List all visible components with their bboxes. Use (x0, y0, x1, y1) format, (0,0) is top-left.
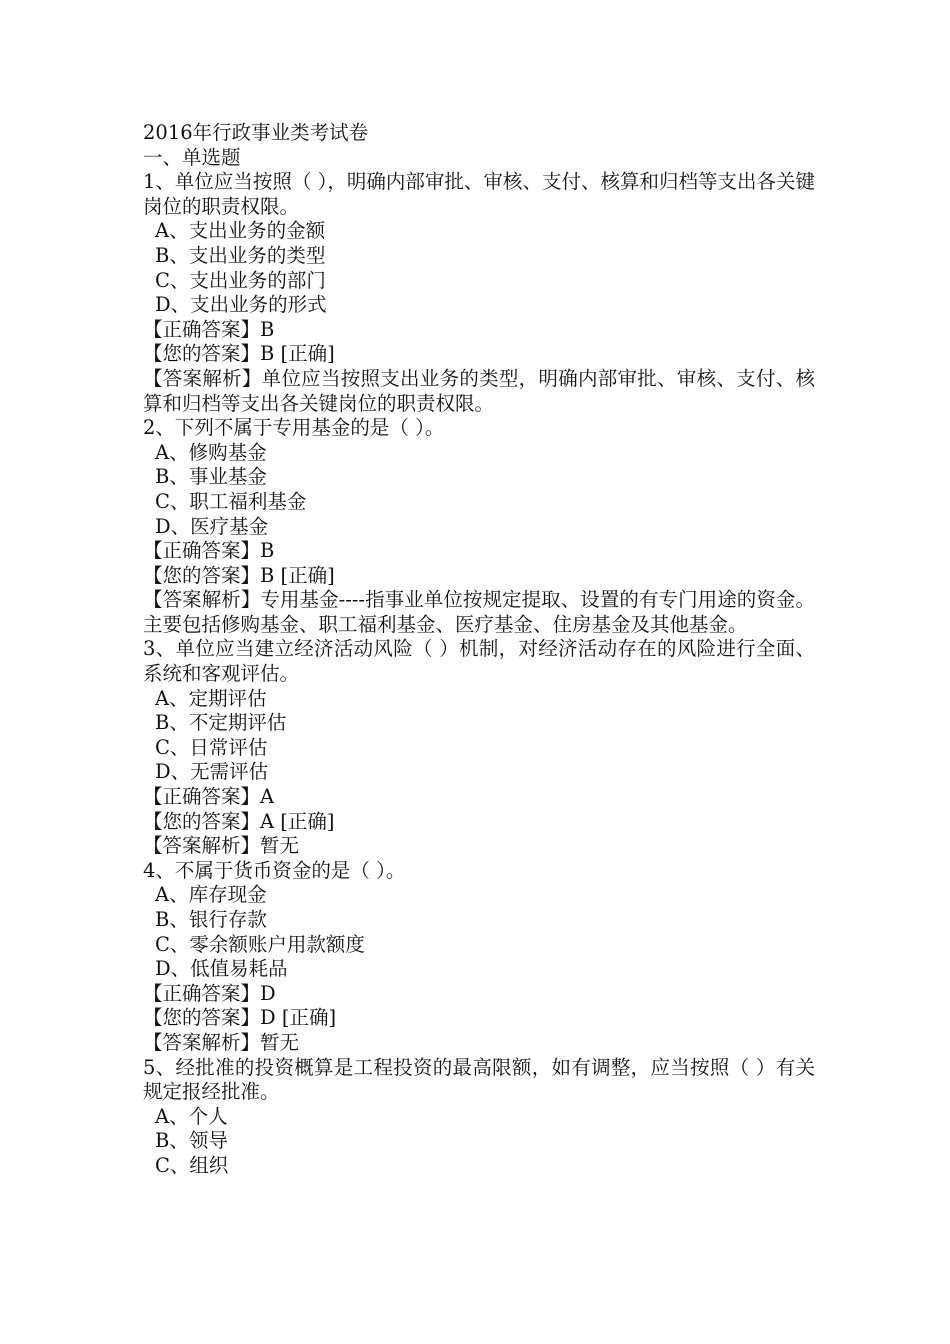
document-page (143, 121, 815, 1179)
option-a: A、个人 (155, 1104, 228, 1128)
answer-analysis: 【答案解析】暂无 (143, 1030, 300, 1054)
correct-answer: 【正确答案】B (143, 317, 275, 341)
question-stem: 2、下列不属于专用基金的是（ ）。 (143, 416, 445, 440)
option-a: A、修购基金 (155, 440, 267, 464)
option-b: B、事业基金 (155, 465, 267, 489)
question-stem: 4、不属于货币资金的是（ ）。 (143, 858, 406, 882)
your-answer: 【您的答案】D [正确] (143, 1006, 337, 1030)
correct-answer: 【正确答案】D (143, 981, 276, 1005)
question-stem: 3、单位应当建立经济活动风险（ ）机制，对经济活动存在的风险进行全面、系统和客观评估。 (143, 637, 815, 686)
option-a: A、库存现金 (155, 883, 267, 907)
option-d: D、医疗基金 (155, 514, 269, 538)
option-b: B、不定期评估 (155, 711, 287, 735)
document-title: 2016年行政事业类考试卷 (143, 121, 369, 144)
correct-answer: 【正确答案】B (143, 539, 275, 563)
your-answer: 【您的答案】B [正确] (143, 563, 335, 587)
question-2 (143, 416, 815, 637)
your-answer: 【您的答案】B [正确] (143, 342, 335, 366)
option-a: A、支出业务的金额 (155, 219, 326, 243)
question-stem: 5、经批准的投资概算是工程投资的最高限额，如有调整，应当按照（ ）有关规定报经批准。 (143, 1055, 815, 1104)
option-c: C、支出业务的部门 (155, 268, 326, 292)
option-c: C、零余额账户用款额度 (155, 932, 365, 956)
question-3 (143, 637, 815, 858)
answer-analysis: 【答案解析】暂无 (143, 834, 300, 858)
option-a: A、定期评估 (155, 686, 267, 710)
option-b: B、领导 (155, 1129, 228, 1153)
answer-analysis: 【答案解析】单位应当按照支出业务的类型，明确内部审批、审核、支付、核算和归档等支出各关键岗位的职责权限。 (143, 366, 815, 415)
option-c: C、组织 (155, 1153, 229, 1177)
option-b: B、银行存款 (155, 908, 267, 931)
correct-answer: 【正确答案】A (143, 785, 275, 809)
option-c: C、日常评估 (155, 735, 268, 759)
section-heading: 一、单选题 (143, 145, 241, 169)
answer-analysis: 【答案解析】专用基金----指事业单位按规定提取、设置的有专门用途的资金。主要包括修购基金、职工福利基金、医疗基金、住房基金及其他基金。 (143, 588, 815, 636)
option-d: D、低值易耗品 (155, 957, 288, 981)
option-c: C、职工福利基金 (155, 489, 307, 513)
question-stem: 1、单位应当按照（ ），明确内部审批、审核、支付、核算和归档等支出各关键岗位的职责权限。 (143, 170, 815, 218)
question-1 (143, 170, 815, 416)
option-d: D、支出业务的形式 (155, 293, 327, 317)
question-4 (143, 859, 815, 1056)
option-d: D、无需评估 (155, 760, 269, 784)
question-5 (143, 1056, 815, 1179)
your-answer: 【您的答案】A [正确] (143, 809, 335, 833)
option-b: B、支出业务的类型 (155, 243, 326, 267)
